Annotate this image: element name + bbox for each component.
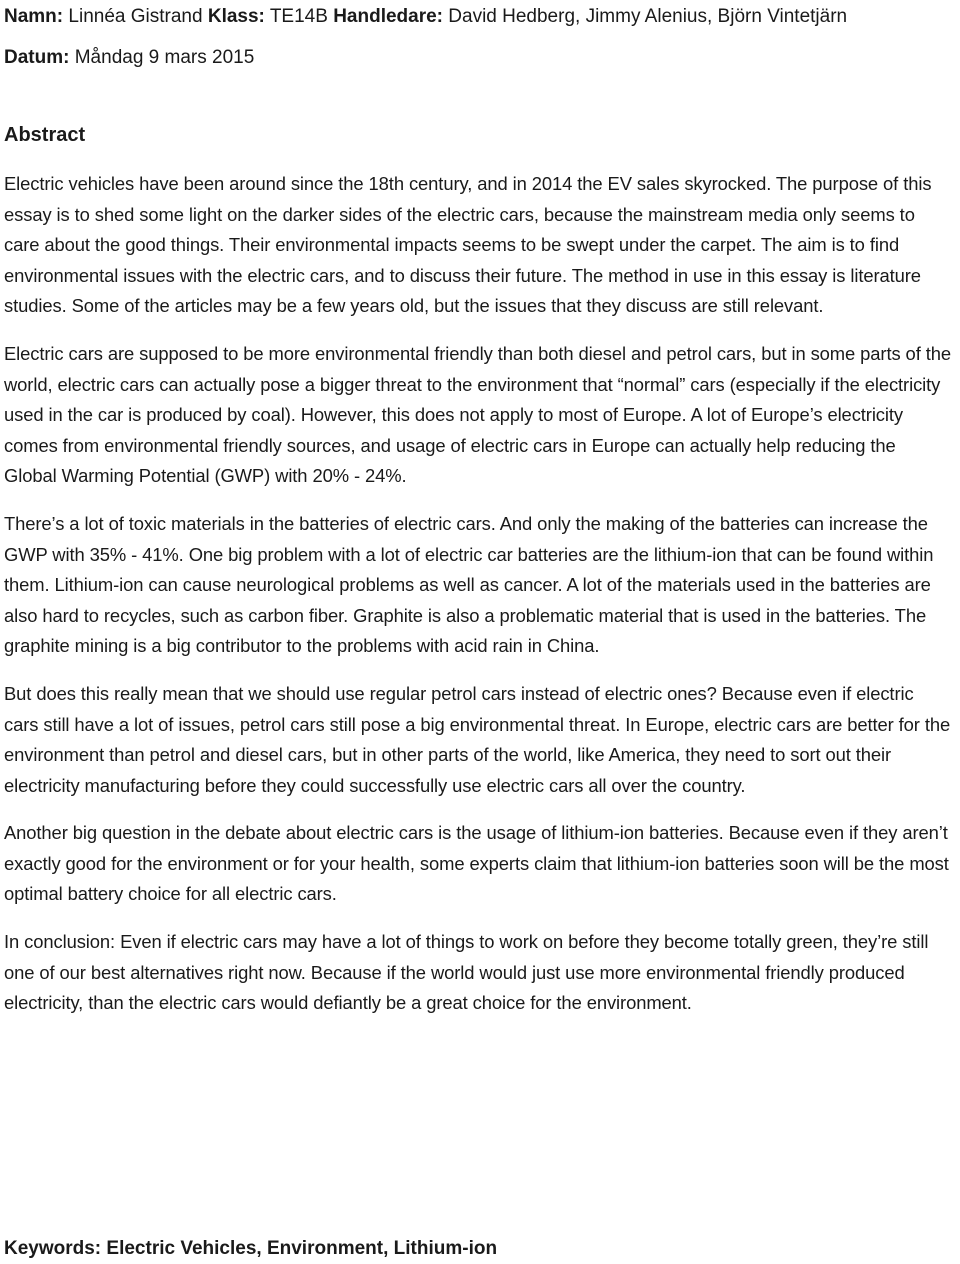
abstract-body bbox=[4, 169, 952, 1036]
paragraph: But does this really mean that we should use regular petrol cars instead of electric ones? Because even if electric cars still have a lot of issues, petrol cars still pose a big environmental threat. In Europe, electric cars are better for the environment than petrol and diesel cars, but in other parts of the world, like America, they need to sort out their electricity manufacturing before they could successfully use electric cars all over the country. bbox=[4, 682, 951, 796]
supervisor-value: David Hedberg, Jimmy Alenius, Björn Vintetjärn bbox=[448, 6, 848, 27]
name-label: Namn: bbox=[4, 6, 64, 27]
date-value: Måndag 9 mars 2015 bbox=[74, 47, 255, 68]
paragraph: Electric vehicles have been around since the 18th century, and in 2014 the EV sales skyrocked. The purpose of this essay is to shed some light on the darker sides of the electric cars, because the mainstream media only seems to care about the good things. Their environmental impacts seems to be swept under the carpet. The aim is to find environmental issues with the electric cars, and to discuss their future. The method in use in this essay is literature studies. Some of the articles may be a few years old, but the issues that they discuss are still relevant. bbox=[4, 173, 932, 317]
supervisor-label: Handledare: bbox=[333, 6, 443, 27]
header-line bbox=[4, 4, 847, 30]
paragraph: There’s a lot of toxic materials in the batteries of electric cars. And only the making of the batteries can increase the GWP with 35% - 41%. One big problem with a lot of electric car batteries are the lithium-ion that can be found within them. Lithium-ion can cause neurological problems as well as cancer. A lot of the materials used in the batteries are also hard to recycles, such as carbon fiber. Graphite is also a problematic material that is used in the batteries. The graphite mining is a big contributor to the problems with acid rain in China. bbox=[4, 512, 934, 657]
paragraph: Another big question in the debate about electric cars is the usage of lithium-ion batteries. Because even if they aren’t exactly good for the environment or for your health, some experts claim that lithium-ion batteries soon will be the most optimal battery choice for all electric cars. bbox=[4, 822, 949, 905]
paragraph: In conclusion: Even if electric cars may have a lot of things to work on before they become totally green, they’re still one of our best alternatives right now. Because if the world would just use more environmental friendly produced electricity, than the electric cars would defiantly be a great choice for the environment. bbox=[4, 931, 929, 1014]
paragraph: Electric cars are supposed to be more environmental friendly than both diesel and petrol cars, but in some parts of the world, electric cars can actually pose a bigger threat to the environment that “normal” cars (especially if the electricity used in the car is produced by coal). However, this does not apply to most of Europe. A lot of Europe’s electricity comes from environmental friendly sources, and usage of electric cars in Europe can actually help reducing the Global Warming Potential (GWP) with 20% - 24%. bbox=[4, 342, 951, 487]
name-value: Linnéa Gistrand bbox=[68, 6, 203, 27]
class-label: Klass: bbox=[207, 6, 265, 27]
class-value: TE14B bbox=[269, 6, 328, 27]
abstract-heading: Abstract bbox=[4, 124, 86, 146]
keywords-line: Keywords: Electric Vehicles, Environment, Lithium-ion bbox=[4, 1238, 498, 1259]
date-line bbox=[4, 45, 254, 71]
date-label: Datum: bbox=[4, 47, 70, 68]
